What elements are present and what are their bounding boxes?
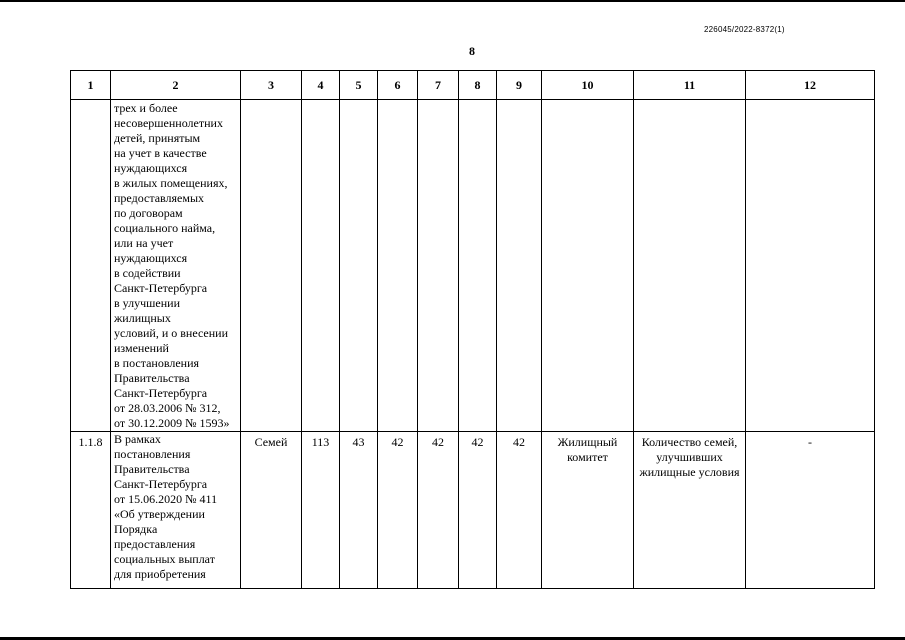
table-cell — [302, 100, 340, 432]
table-cell — [542, 100, 634, 432]
cell-unit: Семей — [254, 435, 288, 449]
table-cell — [746, 100, 875, 432]
column-header: 3 — [241, 71, 302, 100]
table-cell — [418, 100, 459, 432]
page-number: 8 — [469, 44, 475, 58]
column-header: 7 — [418, 71, 459, 100]
table-cell — [71, 100, 111, 432]
cell-responsible: Жилищный комитет — [557, 435, 618, 464]
column-header: 9 — [497, 71, 542, 100]
cell-value: 42 — [391, 435, 404, 449]
table-cell — [71, 432, 111, 589]
data-table — [70, 70, 875, 589]
cell-value: 113 — [311, 435, 330, 449]
table-cell — [418, 432, 459, 589]
column-header: 1 — [71, 71, 111, 100]
column-header: 4 — [302, 71, 340, 100]
table-cell — [241, 432, 302, 589]
table-cell — [241, 100, 302, 432]
table-cell — [111, 432, 241, 589]
table-cell — [459, 100, 497, 432]
table-cell — [746, 432, 875, 589]
column-header: 6 — [378, 71, 418, 100]
table-cell — [340, 100, 378, 432]
table-cell — [459, 432, 497, 589]
table-cell — [378, 432, 418, 589]
column-header: 8 — [459, 71, 497, 100]
table-cell — [497, 100, 542, 432]
table-cell — [302, 432, 340, 589]
column-header: 10 — [542, 71, 634, 100]
table-cell — [542, 432, 634, 589]
column-header: 12 — [746, 71, 875, 100]
column-header: 2 — [111, 71, 241, 100]
cell-indicator: Количество семей, улучшивших жилищные условия — [639, 435, 740, 479]
table-cell — [634, 100, 746, 432]
document-number: 226045/2022-8372(1) — [704, 25, 785, 34]
table-cell — [111, 100, 241, 432]
table-row-1-1-8 — [71, 432, 875, 589]
column-header: 11 — [634, 71, 746, 100]
table-cell — [634, 432, 746, 589]
cell-text: трех и более несовершеннолетних детей, принятым на учет в качестве нуждающихся в жилых помещениях, предоставляемых по договорам социального найма, или на учет нуждающихся в содействии Санкт-Петербурга в улучшении жилищных условий, и о внесении изменений в постановления Правительства Санкт-Петербурга от 28.03.2006 № 312, от 30.12.2009 № 1593» — [114, 101, 230, 430]
table-cell — [378, 100, 418, 432]
table-header-row — [71, 71, 875, 100]
column-header: 5 — [340, 71, 378, 100]
row-number: 1.1.8 — [78, 435, 103, 449]
cell-value: 43 — [352, 435, 365, 449]
cell-value: 42 — [513, 435, 525, 449]
table-cell — [497, 432, 542, 589]
top-border-line — [0, 0, 905, 2]
table-cell — [340, 432, 378, 589]
cell-value: 42 — [471, 435, 484, 449]
cell-text: В рамках постановления Правительства Санкт-Петербурга от 15.06.2020 № 411 «Об утверждении Порядка предоставления социальных выплат для приобретения — [114, 432, 218, 581]
cell-value: 42 — [432, 435, 444, 449]
table-row-continued — [71, 100, 875, 432]
cell-dash: - — [808, 435, 812, 449]
